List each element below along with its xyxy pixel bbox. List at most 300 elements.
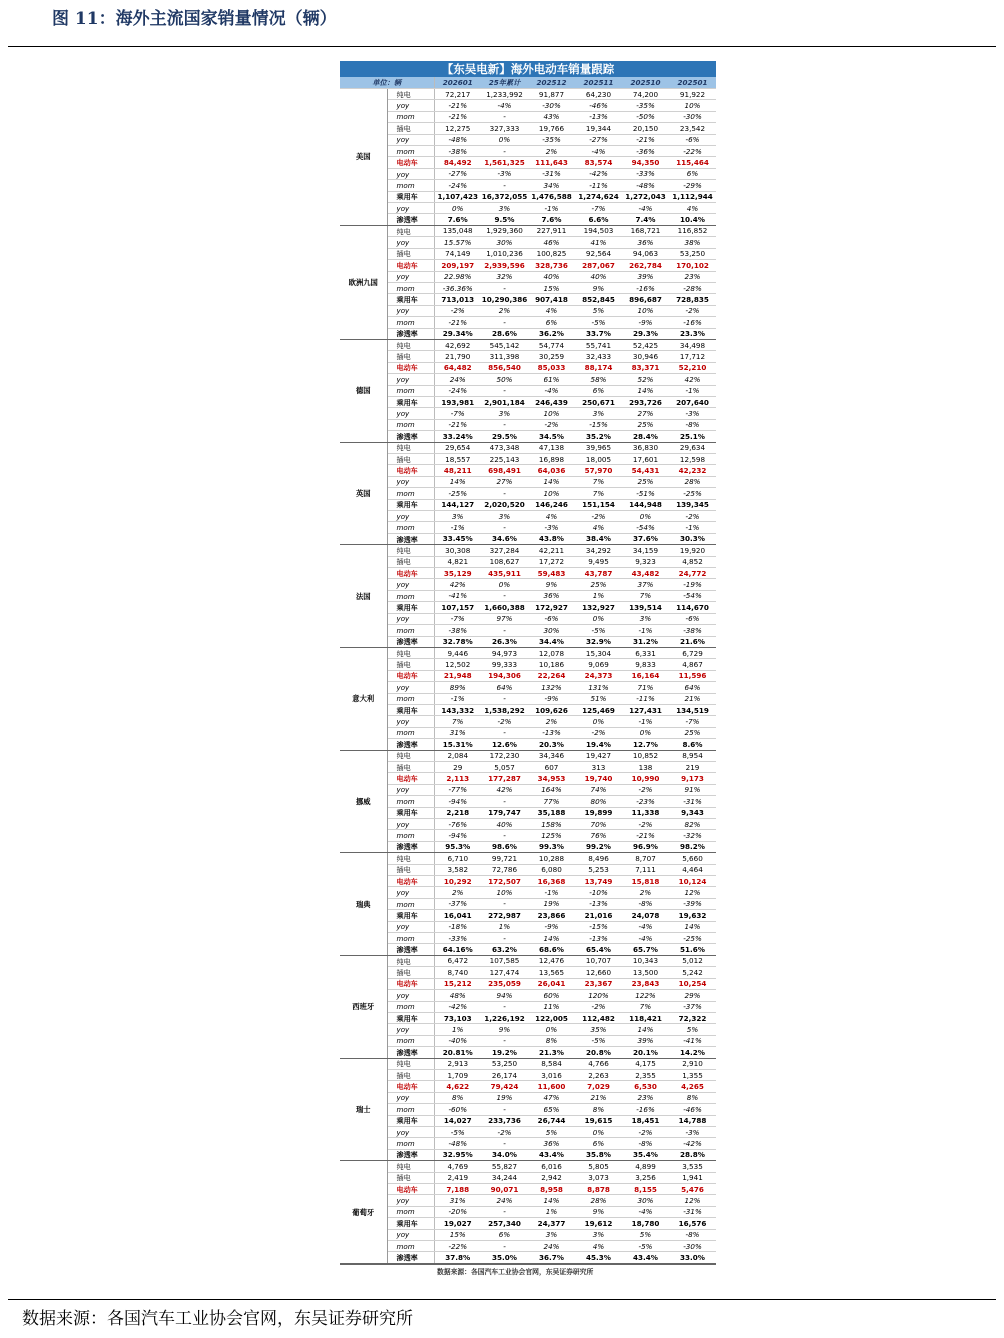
table-cell: 435,911 <box>481 568 528 579</box>
table-cell: -23% <box>622 796 669 807</box>
table-cell: 34,498 <box>669 339 716 350</box>
table-row <box>340 522 716 533</box>
table-cell: -41% <box>434 590 481 601</box>
table-cell: -77% <box>434 784 481 795</box>
table-cell: 0% <box>528 1024 575 1035</box>
table-row <box>340 1058 716 1069</box>
table-cell: 233,736 <box>481 1115 528 1126</box>
table-cell: 3% <box>575 1229 622 1240</box>
table-cell: 116,852 <box>669 225 716 236</box>
table-cell: 58% <box>575 374 622 385</box>
table-cell: 107,157 <box>434 602 481 613</box>
table-cell: 4% <box>575 522 622 533</box>
table-cell: -1% <box>669 522 716 533</box>
table-cell: - <box>481 1138 528 1149</box>
table-cell: 40% <box>481 819 528 830</box>
table-cell: 131% <box>575 682 622 693</box>
table-cell: 20.81% <box>434 1047 481 1058</box>
table-cell: 2% <box>481 305 528 316</box>
table-cell: 8% <box>528 1035 575 1046</box>
table-cell: 64,230 <box>575 89 622 100</box>
table-cell: 134,519 <box>669 704 716 715</box>
table-cell: 698,491 <box>481 465 528 476</box>
table-cell: -2% <box>481 1126 528 1137</box>
table-cell: -1% <box>434 693 481 704</box>
table-row <box>340 670 716 681</box>
table-cell: - <box>481 146 528 157</box>
table-cell: 12,275 <box>434 123 481 134</box>
table-cell: 33.24% <box>434 431 481 442</box>
table-row <box>340 237 716 248</box>
table-cell: -16% <box>622 1104 669 1115</box>
table-cell: 6,472 <box>434 955 481 966</box>
table-cell: 219 <box>669 761 716 772</box>
table-cell: 48,211 <box>434 465 481 476</box>
table-cell: 2,084 <box>434 750 481 761</box>
table-cell: 2,218 <box>434 807 481 818</box>
metric-label: yoy <box>387 408 434 419</box>
country-label: 意大利 <box>340 647 387 750</box>
table-cell: 4,265 <box>669 1081 716 1092</box>
table-cell: 20.3% <box>528 739 575 750</box>
table-row <box>340 590 716 601</box>
table-cell: 4,852 <box>669 556 716 567</box>
table-cell: 42,692 <box>434 339 481 350</box>
table-cell: 80% <box>575 796 622 807</box>
table-cell: -42% <box>575 168 622 179</box>
table-cell: 92,564 <box>575 248 622 259</box>
table-cell: 34,346 <box>528 750 575 761</box>
table-cell: 8,954 <box>669 750 716 761</box>
table-cell: 111,643 <box>528 157 575 168</box>
metric-label: 纯电 <box>387 1058 434 1069</box>
table-source-note: 数据来源：各国汽车工业协会官网，东吴证券研究所 <box>340 1264 716 1279</box>
table-cell: 63.2% <box>481 944 528 955</box>
table-cell: 1% <box>575 590 622 601</box>
table-cell: 14% <box>622 385 669 396</box>
table-cell: 42% <box>669 374 716 385</box>
table-cell: 2,263 <box>575 1069 622 1080</box>
table-cell: 91,877 <box>528 89 575 100</box>
table-cell: 138 <box>622 761 669 772</box>
table-cell: -32% <box>669 830 716 841</box>
table-cell: 287,067 <box>575 260 622 271</box>
table-cell: 43.8% <box>528 533 575 544</box>
table-cell: 4% <box>528 305 575 316</box>
table-cell: 29.5% <box>481 431 528 442</box>
table-cell: 1,709 <box>434 1069 481 1080</box>
table-row <box>340 339 716 350</box>
table-cell: 19,344 <box>575 123 622 134</box>
table-row <box>340 1012 716 1023</box>
table-cell: 72,786 <box>481 864 528 875</box>
table-cell: -1% <box>434 522 481 533</box>
table-cell: -21% <box>434 100 481 111</box>
table-cell: 43% <box>528 111 575 122</box>
table-cell: 12,660 <box>575 967 622 978</box>
table-cell: -9% <box>622 317 669 328</box>
table-cell: 0% <box>481 579 528 590</box>
table-row <box>340 1195 716 1206</box>
table-cell: 132% <box>528 682 575 693</box>
table-cell: 28% <box>669 476 716 487</box>
table-cell: 1% <box>481 921 528 932</box>
table-cell: 1% <box>528 1206 575 1217</box>
table-cell: -2% <box>528 419 575 430</box>
table-cell: 177,287 <box>481 773 528 784</box>
metric-label: 电动车 <box>387 260 434 271</box>
column-header: 202501 <box>669 77 716 89</box>
table-cell: 15,304 <box>575 647 622 658</box>
table-cell: 7% <box>622 590 669 601</box>
table-cell: -13% <box>575 111 622 122</box>
table-cell: 8,958 <box>528 1184 575 1195</box>
table-cell: 32,433 <box>575 351 622 362</box>
table-cell: 10.4% <box>669 214 716 225</box>
table-cell: -5% <box>622 1241 669 1252</box>
table-cell: -25% <box>434 488 481 499</box>
table-cell: 42% <box>481 784 528 795</box>
table-row <box>340 1081 716 1092</box>
table-cell: 311,398 <box>481 351 528 362</box>
table-cell: 36% <box>528 590 575 601</box>
table-cell: 246,439 <box>528 396 575 407</box>
metric-label: 插电 <box>387 123 434 134</box>
table-cell: 1,272,043 <box>622 191 669 202</box>
table-cell: 29% <box>669 990 716 1001</box>
table-cell: 728,835 <box>669 294 716 305</box>
table-cell: 24,078 <box>622 910 669 921</box>
table-cell: 4% <box>575 1241 622 1252</box>
table-cell: 98.2% <box>669 841 716 852</box>
metric-label: 电动车 <box>387 670 434 681</box>
table-cell: 55,827 <box>481 1161 528 1172</box>
table-cell: 77% <box>528 796 575 807</box>
table-cell: 122,005 <box>528 1012 575 1023</box>
table-cell: 32.95% <box>434 1149 481 1160</box>
table-cell: 28.8% <box>669 1149 716 1160</box>
sales-table-panel <box>340 61 716 1279</box>
table-cell: 40% <box>575 271 622 282</box>
table-cell: 95.3% <box>434 841 481 852</box>
table-cell: -2% <box>622 784 669 795</box>
metric-label: 纯电 <box>387 545 434 556</box>
table-cell: 15,212 <box>434 978 481 989</box>
table-cell: 10% <box>528 488 575 499</box>
table-cell: -1% <box>528 887 575 898</box>
table-cell: -2% <box>575 511 622 522</box>
table-cell: 5,805 <box>575 1161 622 1172</box>
table-cell: 68.6% <box>528 944 575 955</box>
table-row <box>340 282 716 293</box>
table-cell: 7% <box>575 476 622 487</box>
table-row <box>340 944 716 955</box>
table-cell: 10,990 <box>622 773 669 784</box>
table-cell: 34.6% <box>481 533 528 544</box>
table-cell: 1,233,992 <box>481 89 528 100</box>
metric-label: 渗透率 <box>387 944 434 955</box>
metric-label: 纯电 <box>387 647 434 658</box>
table-cell: -4% <box>622 203 669 214</box>
table-cell: -31% <box>669 796 716 807</box>
table-cell: - <box>481 385 528 396</box>
table-row <box>340 362 716 373</box>
table-cell: 9% <box>481 1024 528 1035</box>
metric-label: yoy <box>387 1092 434 1103</box>
table-cell: 3% <box>481 408 528 419</box>
table-cell: 37% <box>622 579 669 590</box>
table-cell: 26,041 <box>528 978 575 989</box>
table-cell: -33% <box>434 933 481 944</box>
table-cell: 72,217 <box>434 89 481 100</box>
table-cell: 6,729 <box>669 647 716 658</box>
metric-label: mom <box>387 317 434 328</box>
table-cell: 5,476 <box>669 1184 716 1195</box>
table-cell: 164% <box>528 784 575 795</box>
table-cell: 45.3% <box>575 1252 622 1263</box>
table-cell: -7% <box>434 613 481 624</box>
table-cell: 125% <box>528 830 575 841</box>
table-cell: 1,941 <box>669 1172 716 1183</box>
table-cell: -25% <box>669 933 716 944</box>
table-cell: 64% <box>669 682 716 693</box>
table-row <box>340 385 716 396</box>
table-cell: 9% <box>528 579 575 590</box>
table-row <box>340 442 716 453</box>
table-cell: 1,226,192 <box>481 1012 528 1023</box>
table-cell: -4% <box>622 1206 669 1217</box>
table-cell: 64.16% <box>434 944 481 955</box>
table-cell: 5% <box>669 1024 716 1035</box>
table-cell: 6% <box>575 385 622 396</box>
table-cell: 29 <box>434 761 481 772</box>
table-cell: 127,474 <box>481 967 528 978</box>
table-cell: 30% <box>528 625 575 636</box>
table-row <box>340 921 716 932</box>
table-row <box>340 876 716 887</box>
metric-label: 电动车 <box>387 157 434 168</box>
table-cell: 98.6% <box>481 841 528 852</box>
table-cell: 170,102 <box>669 260 716 271</box>
metric-label: 电动车 <box>387 1184 434 1195</box>
metric-label: mom <box>387 1138 434 1149</box>
table-cell: 19,740 <box>575 773 622 784</box>
table-cell: -4% <box>481 100 528 111</box>
table-row <box>340 351 716 362</box>
table-row <box>340 465 716 476</box>
table-cell: 6,710 <box>434 853 481 864</box>
table-cell: -31% <box>669 1206 716 1217</box>
table-cell: 94,063 <box>622 248 669 259</box>
table-cell: 10,288 <box>528 853 575 864</box>
metric-label: mom <box>387 1035 434 1046</box>
table-row <box>340 727 716 738</box>
metric-label: yoy <box>387 237 434 248</box>
table-cell: -94% <box>434 830 481 841</box>
metric-label: 插电 <box>387 556 434 567</box>
table-cell: 19,615 <box>575 1115 622 1126</box>
table-cell: - <box>481 282 528 293</box>
table-cell: 3,256 <box>622 1172 669 1183</box>
table-cell: 26,744 <box>528 1115 575 1126</box>
table-cell: 36% <box>622 237 669 248</box>
table-row <box>340 1229 716 1240</box>
table-cell: 118,421 <box>622 1012 669 1023</box>
table-cell: 35.4% <box>622 1149 669 1160</box>
table-cell: -54% <box>669 590 716 601</box>
table-cell: 25% <box>622 476 669 487</box>
table-cell: 74,200 <box>622 89 669 100</box>
table-cell: 96.9% <box>622 841 669 852</box>
country-label: 法国 <box>340 545 387 648</box>
table-row <box>340 1172 716 1183</box>
metric-label: 插电 <box>387 967 434 978</box>
metric-label: mom <box>387 727 434 738</box>
metric-label: 乘用车 <box>387 499 434 510</box>
table-row <box>340 898 716 909</box>
table-cell: 13,565 <box>528 967 575 978</box>
table-cell: -28% <box>669 282 716 293</box>
metric-label: mom <box>387 693 434 704</box>
table-cell: -50% <box>622 111 669 122</box>
table-cell: 42,232 <box>669 465 716 476</box>
table-cell: 48% <box>434 990 481 1001</box>
metric-label: 渗透率 <box>387 214 434 225</box>
table-cell: 3% <box>575 408 622 419</box>
table-cell: 40% <box>528 271 575 282</box>
table-row <box>340 784 716 795</box>
table-row <box>340 602 716 613</box>
table-cell: -3% <box>528 522 575 533</box>
table-cell: -6% <box>528 613 575 624</box>
table-cell: -4% <box>622 921 669 932</box>
column-header: 202511 <box>575 77 622 89</box>
table-cell: 91% <box>669 784 716 795</box>
table-cell: -7% <box>575 203 622 214</box>
table-cell: 51.6% <box>669 944 716 955</box>
country-label: 西班牙 <box>340 955 387 1058</box>
table-cell: 14% <box>528 1195 575 1206</box>
table-cell: -2% <box>575 1001 622 1012</box>
table-cell: 14,027 <box>434 1115 481 1126</box>
metric-label: 纯电 <box>387 442 434 453</box>
table-cell: 2,419 <box>434 1172 481 1183</box>
table-cell: -3% <box>669 408 716 419</box>
table-cell: 23,866 <box>528 910 575 921</box>
table-cell: 34,292 <box>575 545 622 556</box>
table-cell: 20.1% <box>622 1047 669 1058</box>
table-cell: -21% <box>434 419 481 430</box>
table-cell: 21,016 <box>575 910 622 921</box>
table-row <box>340 933 716 944</box>
table-cell: 88,174 <box>575 362 622 373</box>
table-cell: -9% <box>528 693 575 704</box>
table-cell: 43,482 <box>622 568 669 579</box>
table-cell: 313 <box>575 761 622 772</box>
table-cell: 193,981 <box>434 396 481 407</box>
table-cell: 8,496 <box>575 853 622 864</box>
table-cell: 1,538,292 <box>481 704 528 715</box>
table-cell: 0% <box>575 716 622 727</box>
table-cell: 225,143 <box>481 454 528 465</box>
table-cell: -42% <box>669 1138 716 1149</box>
table-cell: - <box>481 419 528 430</box>
table-row <box>340 739 716 750</box>
metric-label: yoy <box>387 990 434 1001</box>
table-cell: 9,343 <box>669 807 716 818</box>
table-cell: 14% <box>622 1024 669 1035</box>
table-cell: 36.7% <box>528 1252 575 1263</box>
table-cell: 26.3% <box>481 636 528 647</box>
metric-label: 乘用车 <box>387 1012 434 1023</box>
metric-label: yoy <box>387 1126 434 1137</box>
table-cell: 2% <box>528 716 575 727</box>
metric-label: yoy <box>387 100 434 111</box>
table-cell: -21% <box>434 111 481 122</box>
table-cell: -37% <box>669 1001 716 1012</box>
table-cell: 713,013 <box>434 294 481 305</box>
table-cell: 12,598 <box>669 454 716 465</box>
table-row <box>340 100 716 111</box>
table-cell: 52,425 <box>622 339 669 350</box>
table-cell: 35,188 <box>528 807 575 818</box>
table-cell: -36% <box>622 146 669 157</box>
metric-label: yoy <box>387 1024 434 1035</box>
table-cell: 25% <box>669 727 716 738</box>
table-cell: -54% <box>622 522 669 533</box>
table-row <box>340 1161 716 1172</box>
table-row <box>340 647 716 658</box>
table-cell: - <box>481 1241 528 1252</box>
table-row <box>340 841 716 852</box>
table-cell: - <box>481 830 528 841</box>
table-row <box>340 1092 716 1103</box>
metric-label: yoy <box>387 887 434 898</box>
table-cell: 2,910 <box>669 1058 716 1069</box>
metric-label: mom <box>387 933 434 944</box>
table-cell: 34.5% <box>528 431 575 442</box>
table-cell: -5% <box>434 1126 481 1137</box>
table-cell: 29.3% <box>622 328 669 339</box>
metric-label: yoy <box>387 1229 434 1240</box>
table-cell: 607 <box>528 761 575 772</box>
table-row <box>340 761 716 772</box>
metric-label: yoy <box>387 716 434 727</box>
table-cell: 9,173 <box>669 773 716 784</box>
table-cell: 194,306 <box>481 670 528 681</box>
table-cell: 99.3% <box>528 841 575 852</box>
table-cell: 26,174 <box>481 1069 528 1080</box>
table-row <box>340 955 716 966</box>
table-cell: 1,355 <box>669 1069 716 1080</box>
table-cell: 15,818 <box>622 876 669 887</box>
table-cell: 17,601 <box>622 454 669 465</box>
table-cell: -2% <box>481 716 528 727</box>
table-cell: -40% <box>434 1035 481 1046</box>
table-cell: 0% <box>622 511 669 522</box>
table-cell: 7% <box>622 1001 669 1012</box>
table-cell: 65% <box>528 1104 575 1115</box>
table-cell: 5% <box>622 1229 669 1240</box>
table-cell: - <box>481 1104 528 1115</box>
table-cell: 19,632 <box>669 910 716 921</box>
table-cell: -35% <box>622 100 669 111</box>
table-cell: -24% <box>434 385 481 396</box>
metric-label: 乘用车 <box>387 1115 434 1126</box>
top-divider <box>8 46 996 47</box>
table-cell: 41% <box>575 237 622 248</box>
table-cell: 7,111 <box>622 864 669 875</box>
